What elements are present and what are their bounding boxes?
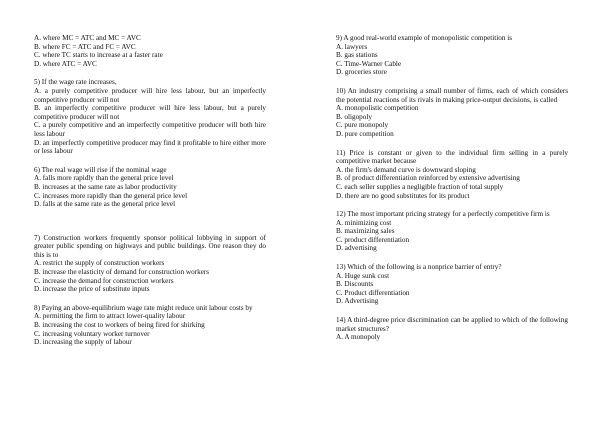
q6-option-d: D. falls at the same rate as the general price level — [34, 200, 176, 209]
q5-option-a: A. a purely competitive producer will hire less labour, but an imperfectly competitive producer will not — [34, 86, 266, 104]
q14-option-a: A. A monopoly — [336, 333, 381, 342]
question-10 — [336, 87, 568, 139]
spacer — [34, 68, 266, 78]
q5-option-c: C. a purely competitive and an imperfectly competitive producer will both hire less labour — [34, 121, 266, 138]
question-9 — [336, 34, 568, 77]
q11-option-c: C. each seller supplies a negligible fraction of total supply — [336, 182, 504, 191]
q13-option-b: B. Discounts — [336, 280, 374, 289]
q8-option-d: D. increasing the supply of labour — [34, 338, 132, 347]
q12-option-c: C. product differentiation — [336, 235, 410, 244]
question-12 — [336, 210, 568, 253]
q13-option-a: A. Huge sunk cost — [336, 271, 390, 280]
right-column — [336, 34, 568, 342]
q8-option-b: B. increasing the cost to workers of being fired for shirking — [34, 321, 205, 330]
q8-option-c: C. increasing voluntary worker turnover — [34, 329, 150, 338]
q10-option-b: B. oligopoly — [336, 112, 372, 121]
question-7 — [34, 234, 266, 294]
q8-stem: 8) Paying an above-equilibrium wage rate might reduce unit labour costs by — [34, 303, 253, 312]
q9-option-d: D. groceries store — [336, 68, 387, 77]
q6-stem: 6) The real wage will rise if the nominal wage — [34, 165, 167, 174]
q7-stem: 7) Construction workers frequently sponsor political lobbying in support of greater public spending on highways and public buildings. One reason they do this is to — [34, 233, 266, 259]
q4-option-c: C. where TC starts to increase at a faster rate — [34, 51, 163, 60]
q12-option-d: D. advertising — [336, 244, 377, 253]
q14-stem: 14) A third-degree price discrimination can be applied to which of the following market structures? — [336, 316, 568, 333]
q6-option-a: A. falls more rapidly than the general price level — [34, 174, 174, 183]
q7-option-b: B. increase the elasticity of demand for construction workers — [34, 268, 210, 277]
q11-option-b: B. of product differentiation reinforced by extensive advertising — [336, 174, 520, 183]
q13-option-d: D. Advertising — [336, 297, 379, 306]
q5-option-b: B. an imperfectly competitive producer will hire less labour, but a purely competitive producer will not — [34, 104, 266, 121]
q12-option-b: B. maximizing sales — [336, 227, 395, 236]
spacer — [336, 139, 568, 149]
q9-option-c: C. Time-Warner Cable — [336, 59, 402, 68]
question-8 — [34, 304, 266, 347]
q7-option-a: A. restrict the supply of construction workers — [34, 259, 165, 268]
q11-option-a: A. the firm's demand curve is downward sloping — [336, 165, 476, 174]
spacer — [336, 306, 568, 316]
q9-option-b: B. gas stations — [336, 51, 378, 60]
spacer — [336, 77, 568, 87]
q6-option-c: C. increases more rapidly than the general price level — [34, 191, 188, 200]
q11-stem: 11) Price is constant or given to the individual firm selling in a purely competitive market because — [336, 148, 568, 166]
q10-stem: 10) An industry comprising a small number of firms, each of which considers the potential reactions of its rivals in making price-output decisions, is called — [336, 86, 568, 104]
q10-option-c: C. pure monopoly — [336, 121, 389, 130]
question-6 — [34, 166, 266, 209]
q13-stem: 13) Which of the following is a nonprice barrier of entry? — [336, 263, 502, 272]
spacer — [34, 294, 266, 304]
left-column — [34, 34, 266, 347]
question-14 — [336, 316, 568, 342]
spacer — [34, 209, 266, 234]
spacer — [34, 156, 266, 166]
spacer — [336, 253, 568, 263]
q4-option-d: D. where ATC = AVC — [34, 59, 97, 68]
question-4-options — [34, 34, 266, 68]
spacer — [336, 200, 568, 210]
q10-option-d: D. pure competition — [336, 129, 394, 138]
question-5 — [34, 78, 266, 155]
q11-option-d: D. there are no good substitutes for its product — [336, 191, 470, 200]
q10-option-a: A. monopolistic competition — [336, 104, 419, 113]
q5-stem: 5) If the wage rate increases, — [34, 78, 117, 87]
q9-stem: 9) A good real-world example of monopolistic competition is — [336, 34, 513, 42]
question-13 — [336, 263, 568, 306]
q5-option-d: D. an imperfectly competitive producer may find it profitable to hire either more or less labour — [34, 138, 266, 156]
q9-option-a: A. lawyers — [336, 42, 368, 51]
q12-option-a: A. minimizing cost — [336, 218, 392, 227]
q13-option-c: C. Product differentiation — [336, 288, 410, 297]
q4-option-b: B. where FC = ATC and FC = AVC — [34, 42, 136, 51]
q4-option-a: A. where MC = ATC and MC = AVC — [34, 34, 141, 42]
q12-stem: 12) The most important pricing strategy for a perfectly competitive firm is — [336, 210, 550, 219]
q7-option-d: D. increase the price of substitute inputs — [34, 285, 150, 294]
question-11 — [336, 149, 568, 201]
q7-option-c: C. increase the demand for construction workers — [34, 276, 174, 285]
q8-option-a: A. permitting the firm to attract lower-quality labour — [34, 312, 186, 321]
q6-option-b: B. increases at the same rate as labor productivity — [34, 182, 177, 191]
